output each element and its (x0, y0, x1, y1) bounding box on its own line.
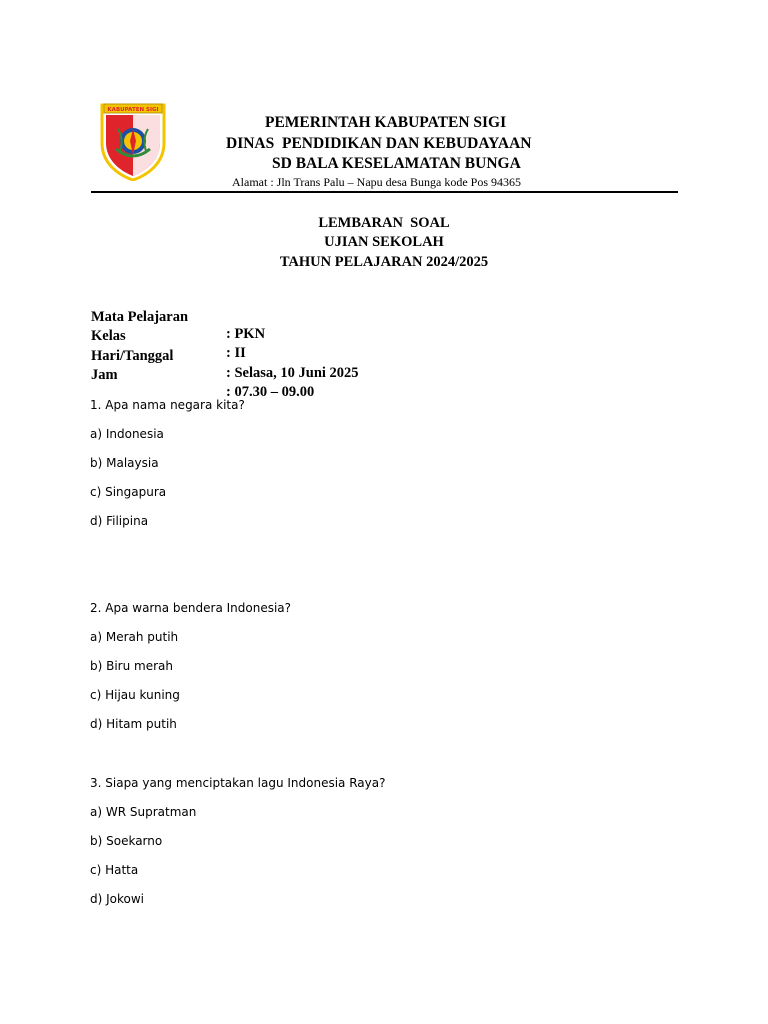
question-1-option-b: b) Malaysia (90, 456, 159, 470)
question-1-option-a: a) Indonesia (90, 427, 164, 441)
question-2: 2. Apa warna bendera Indonesia? (90, 601, 292, 615)
question-1-option-d: d) Filipina (90, 514, 149, 528)
info-value: : 07.30 – 09.00 (226, 384, 315, 401)
exam-name: UJIAN SEKOLAH (324, 234, 444, 250)
question-3-option-c: c) Hatta (90, 863, 139, 877)
info-label: Kelas (91, 328, 126, 345)
header-school-name: SD BALA KESELAMATAN BUNGA (272, 155, 521, 172)
header-department: DINAS PENDIDIKAN DAN KEBUDAYAAN (226, 135, 532, 152)
question-3-option-a: a) WR Supratman (90, 805, 197, 819)
header-address: Alamat : Jln Trans Palu – Napu desa Bunga kode Pos 94365 (232, 175, 521, 189)
question-3: 3. Siapa yang menciptakan lagu Indonesia Raya? (90, 776, 386, 790)
question-2-option-a: a) Merah putih (90, 630, 179, 644)
header-government: PEMERINTAH KABUPATEN SIGI (265, 114, 507, 131)
kabupaten-sigi-logo (98, 99, 168, 181)
info-label: Mata Pelajaran (91, 309, 189, 325)
question-3-option-d: d) Jokowi (90, 892, 145, 906)
header-divider (91, 191, 678, 193)
question-2-option-d: d) Hitam putih (90, 717, 177, 731)
academic-year: TAHUN PELAJARAN 2024/2025 (279, 254, 489, 270)
info-value: : PKN (226, 326, 266, 342)
question-3-option-b: b) Soekarno (90, 834, 163, 848)
sheet-title: LEMBARAN SOAL (318, 215, 450, 231)
logo-banner-text: KABUPATEN SIGI (107, 107, 159, 113)
question-1: 1. Apa nama negara kita? (90, 398, 245, 412)
question-2-option-b: b) Biru merah (90, 659, 173, 673)
question-1-option-c: c) Singapura (90, 485, 167, 499)
info-value: : Selasa, 10 Juni 2025 (226, 364, 359, 381)
exam-info (91, 292, 359, 401)
info-label: Jam (91, 367, 118, 384)
info-value: : II (226, 345, 246, 362)
info-label: Hari/Tanggal (91, 347, 174, 364)
question-2-option-c: c) Hijau kuning (90, 688, 180, 702)
